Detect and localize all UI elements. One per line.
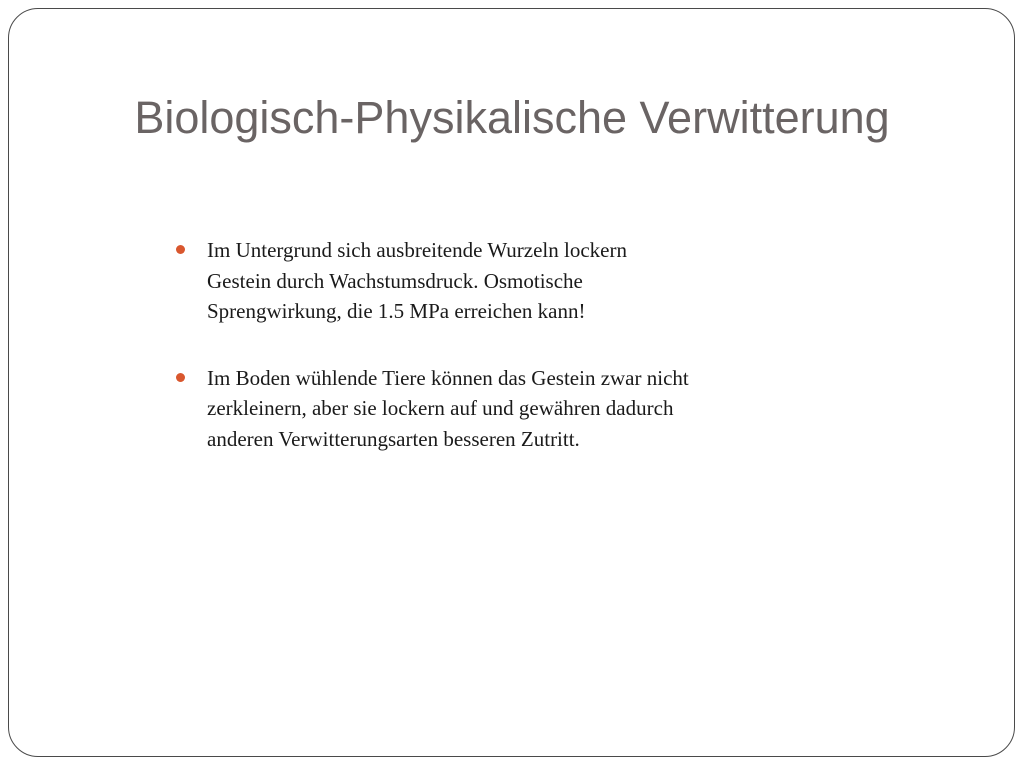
slide-title: Biologisch-Physikalische Verwitterung xyxy=(134,92,890,143)
bullet-list xyxy=(176,235,816,490)
bullet-text: Im Untergrund sich ausbreitende Wurzeln lockern Gestein durch Wachstumsdruck. Osmotische Sprengwirkung, die 1.5 MPa erreichen kann! xyxy=(207,238,627,323)
bullet-text: Im Boden wühlende Tiere können das Gestein zwar nicht zerkleinern, aber sie lockern auf und gewähren dadurch anderen Verwitterungsarten besseren Zutritt. xyxy=(207,365,689,451)
bullet-dot-icon xyxy=(176,245,185,254)
bullet-item xyxy=(176,235,816,327)
bullet-item xyxy=(176,363,816,455)
bullet-dot-icon xyxy=(176,373,185,382)
